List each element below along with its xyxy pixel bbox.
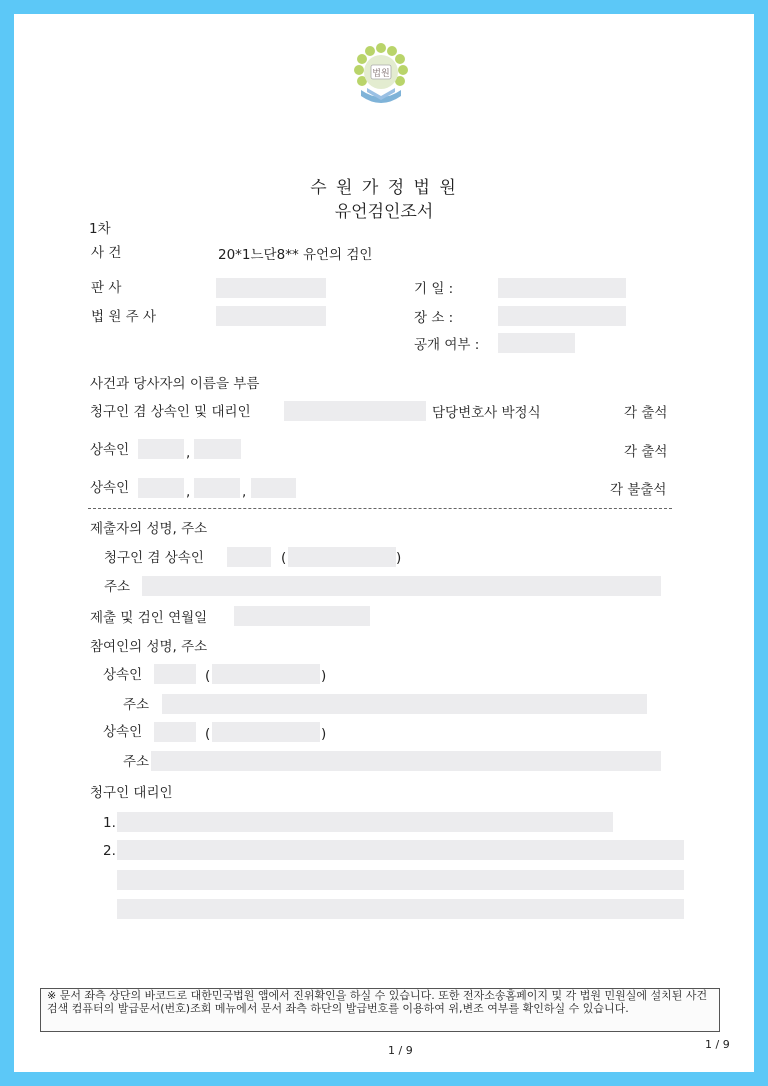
submitter-address-label: 주소 <box>104 579 131 595</box>
participant2-close-paren: ) <box>321 726 327 742</box>
agent-number-1: 1. <box>103 815 116 831</box>
submitter-open-paren: ( <box>281 550 287 566</box>
call-heading: 사건과 당사자의 이름을 부름 <box>90 376 260 392</box>
redacted-row1 <box>284 401 426 421</box>
redacted-place <box>498 306 626 326</box>
call-row1-status: 각 출석 <box>624 405 668 421</box>
page-number: 1 / 9 <box>388 1044 413 1057</box>
call-row1-lawyer: 담당변호사 박정식 <box>432 405 541 421</box>
redacted-clerk <box>216 306 326 326</box>
public-label: 공개 여부 : <box>414 337 480 353</box>
redacted-row3a <box>138 478 184 498</box>
participant1-label: 상속인 <box>103 667 143 683</box>
participant2-address-label: 주소 <box>123 754 150 770</box>
redacted-participant2-address <box>151 751 661 771</box>
redacted-submitter-id <box>288 547 396 567</box>
redacted-participant2-id <box>212 722 320 742</box>
redacted-judge <box>216 278 326 298</box>
session-label: 1차 <box>89 221 111 237</box>
submitter-close-paren: ) <box>396 550 402 566</box>
verification-notice-text: ※ 문서 좌측 상단의 바코드로 대한민국법원 앱에서 진위확인을 하실 수 있습니다. 또한 전자소송홈페이지 및 각 법원 민원실에 설치된 사건검색 컴퓨터의 발급문서(번호)조회 메뉴에서 문서 좌측 하단의 발급번호를 이용하여 위,변조 여부를 확인하실 수 있습니다. <box>47 989 708 1015</box>
submit-date-label: 제출 및 검인 연월일 <box>90 610 208 626</box>
call-row3-sep1: , <box>186 484 191 500</box>
redacted-participant1-address <box>162 694 647 714</box>
clerk-label: 법 원 주 사 <box>91 309 157 325</box>
call-row2-status: 각 출석 <box>624 444 668 460</box>
agent-heading: 청구인 대리인 <box>90 785 173 801</box>
place-label: 장 소 : <box>414 310 454 326</box>
page-number-corner: 1 / 9 <box>705 1038 730 1051</box>
redacted-agent-2-line2 <box>117 870 684 890</box>
redacted-participant1-id <box>212 664 320 684</box>
court-name: 수 원 가 정 법 원 <box>310 178 458 198</box>
redacted-participant1-name <box>154 664 196 684</box>
redacted-date <box>498 278 626 298</box>
court-seal-icon <box>351 40 411 110</box>
redacted-submitter-address <box>142 576 661 596</box>
dashed-divider <box>88 508 672 509</box>
redacted-submitter-name <box>227 547 271 567</box>
judge-label: 판 사 <box>91 280 122 296</box>
submitter-heading: 제출자의 성명, 주소 <box>90 521 208 537</box>
agent-number-2: 2. <box>103 843 116 859</box>
redacted-participant2-name <box>154 722 196 742</box>
seal-text: 법원 <box>372 69 390 79</box>
participant1-open-paren: ( <box>205 668 211 684</box>
redacted-row3b <box>194 478 240 498</box>
redacted-row3c <box>251 478 296 498</box>
redacted-public <box>498 333 575 353</box>
redacted-submit-date <box>234 606 370 626</box>
case-label: 사 건 <box>91 245 122 261</box>
redacted-agent-1 <box>117 812 613 832</box>
participants-heading: 참여인의 성명, 주소 <box>90 639 208 655</box>
participant1-close-paren: ) <box>321 668 327 684</box>
call-row3-status: 각 불출석 <box>610 482 667 498</box>
call-row2-sep: , <box>186 445 191 461</box>
case-value: 20*1느단8** 유언의 검인 <box>218 247 373 263</box>
call-row3-sep2: , <box>242 484 247 500</box>
submitter-label: 청구인 겸 상속인 <box>104 550 204 566</box>
participant2-open-paren: ( <box>205 726 211 742</box>
participant2-label: 상속인 <box>103 724 143 740</box>
redacted-agent-2-line1 <box>117 840 684 860</box>
call-row1-label: 청구인 겸 상속인 및 대리인 <box>90 404 251 420</box>
redacted-agent-2-line3 <box>117 899 684 919</box>
call-row2-label: 상속인 <box>90 442 130 458</box>
redacted-row2a <box>138 439 184 459</box>
date-label: 기 일 : <box>414 281 454 297</box>
document-title: 유언검인조서 <box>334 202 434 222</box>
participant1-address-label: 주소 <box>123 697 150 713</box>
call-row3-label: 상속인 <box>90 480 130 496</box>
redacted-row2b <box>194 439 241 459</box>
verification-notice-box <box>40 988 720 1032</box>
